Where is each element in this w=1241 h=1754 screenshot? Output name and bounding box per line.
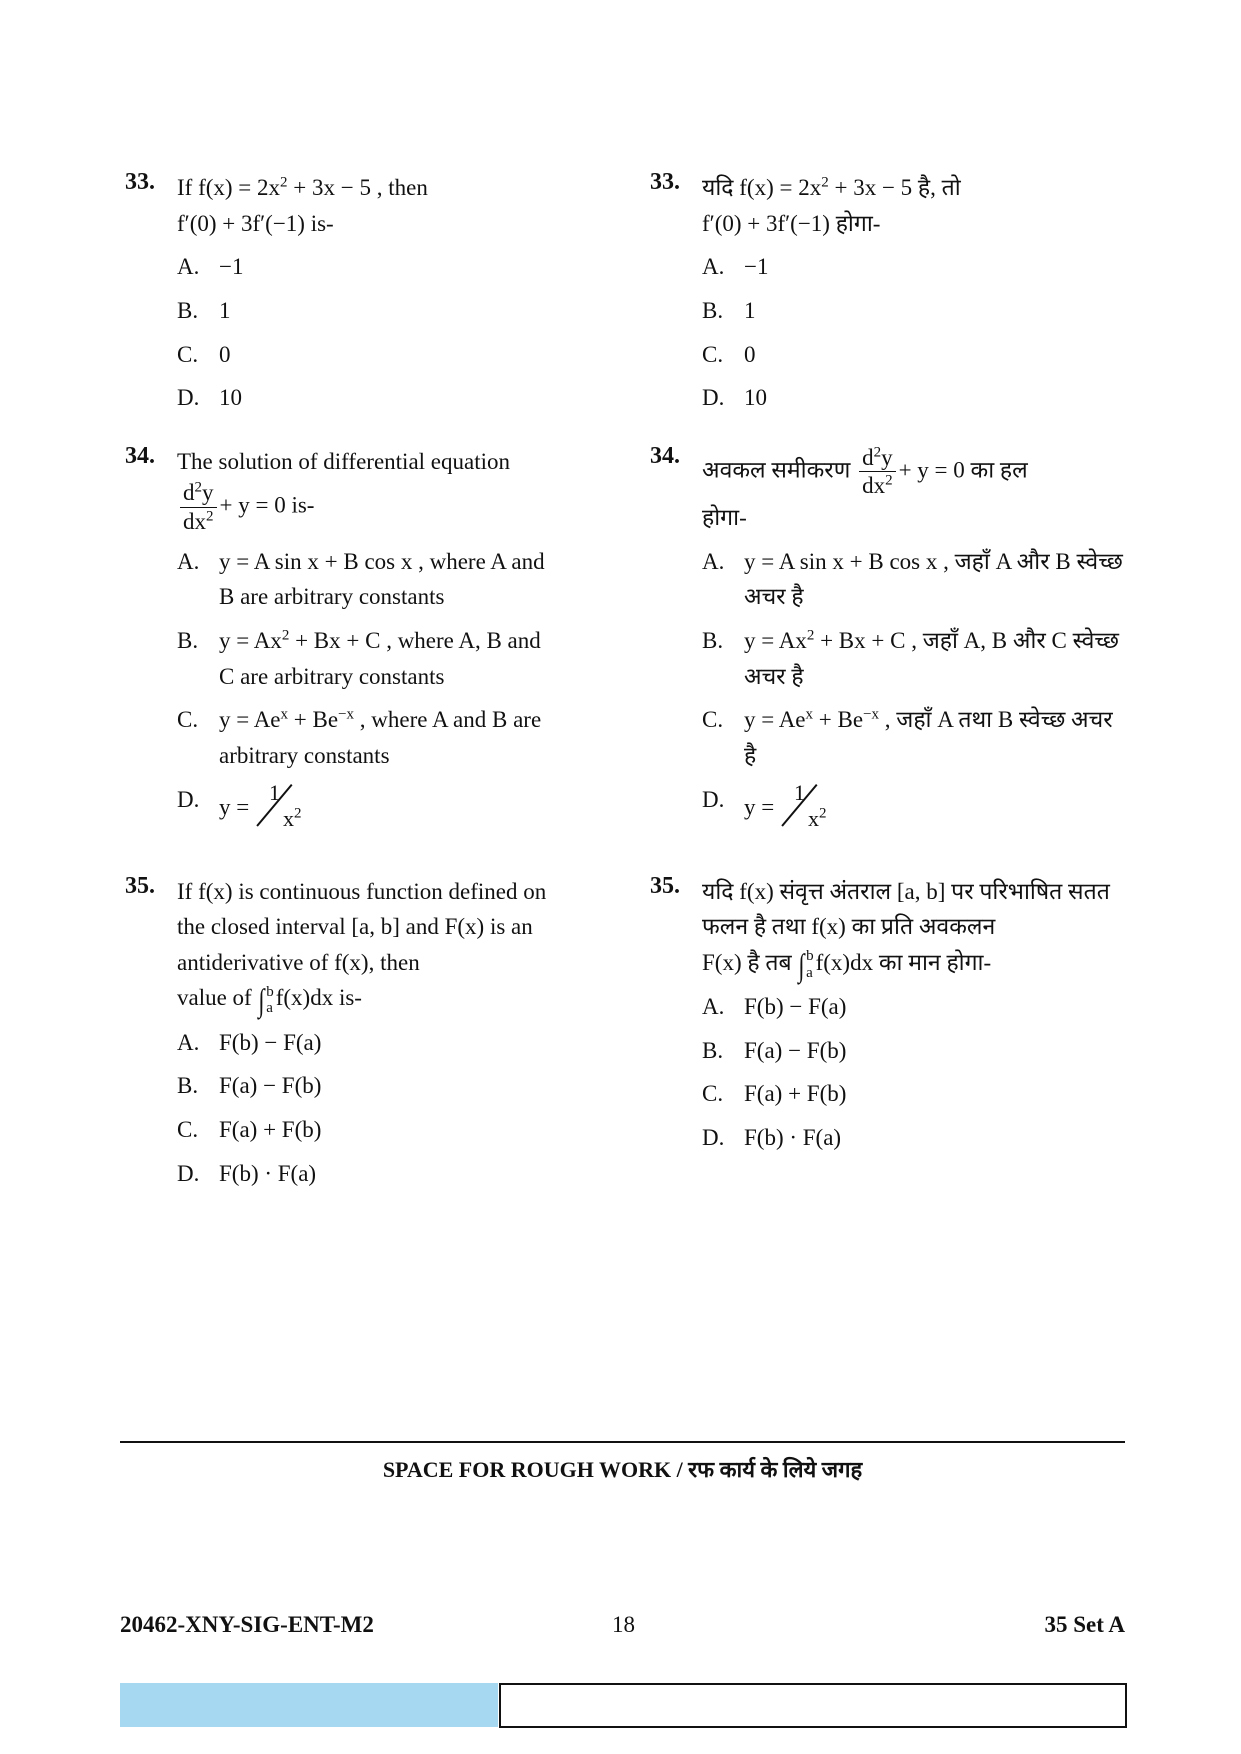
slash-fraction: 1 $x^2$ [780, 782, 834, 836]
question-33-en [125, 170, 555, 416]
option-b[interactable]: B. F(a) − F(b) [177, 1073, 322, 1099]
option-a[interactable]: A. −1 [177, 254, 244, 280]
rough-work-heading: SPACE FOR ROUGH WORK / रफ कार्य के लिये जगह [382, 1457, 863, 1482]
paper-code: 20462-XNY-SIG-ENT-M2 [120, 1612, 374, 1637]
question-stem: The solution of differential equation $\frac{d^2y}{dx^2}$ + y = 0 is- [177, 448, 510, 535]
option-b[interactable]: B. $y = Ax^2 + Bx + C$ , where A, B and C are arbitrary constants [177, 627, 541, 689]
option-c[interactable]: C. $y = Ae^x + Be^{-x}$ , where A and B are arbitrary constants [177, 706, 542, 768]
footer-color-bar [120, 1683, 498, 1727]
option-a[interactable]: A. y = A sin x + B cos x , where A and B are arbitrary constants [177, 548, 545, 610]
integral-sign: ∫ [258, 982, 265, 1019]
question-stem: अवकल समीकरण $\frac{d^2y}{dx^2}$ + y = 0 का हल होगा- [702, 444, 1028, 531]
question-number: 35. [650, 872, 680, 899]
question-number: 33. [650, 169, 680, 195]
question-33-hi [650, 170, 1130, 416]
set-label: 35 Set A [1044, 1612, 1125, 1637]
derivative-fraction: $\frac{d^2y}{dx^2}$ [180, 479, 217, 535]
option-d[interactable]: D. F(b) · F(a) [177, 1160, 317, 1186]
footer-blank-box [499, 1683, 1127, 1728]
option-c[interactable]: C. $y = Ae^x + Be^{-x}$ , जहाँ A तथा B स्वेच्छ अचर है [702, 706, 1113, 768]
question-number: 34. [650, 442, 680, 469]
question-number: 33. [125, 169, 155, 195]
question-35-hi [650, 874, 1130, 1156]
option-d[interactable]: D. F(b) · F(a) [702, 1124, 842, 1150]
question-stem: If $f(x) = 2x^2 + 3x - 5$ , then f′(0) + 3f′(−1) is- [177, 174, 428, 236]
option-d[interactable]: D. 10 [177, 385, 242, 411]
question-stem: If f(x) is continuous function defined on the closed interval [a, b] and F(x) is an antiderivative of f(x), then value of ∫ b a f(x)dx is- [177, 878, 547, 1019]
option-a[interactable]: A. F(b) − F(a) [177, 1029, 322, 1055]
integral-sign: ∫ [798, 946, 805, 983]
question-35-en [125, 874, 555, 1192]
hindi-column [650, 170, 1130, 1164]
english-column [125, 170, 555, 1199]
page-number: 18 [612, 1612, 635, 1637]
option-a[interactable]: A. F(b) − F(a) [702, 994, 847, 1020]
option-d[interactable]: D. 10 [702, 385, 767, 411]
option-c[interactable]: C. F(a) + F(b) [702, 1081, 847, 1107]
option-c[interactable]: C. 0 [177, 341, 231, 367]
question-stem: यदि $f(x) = 2x^2 + 3x - 5$ है, तो f′(0) + 3f′(−1) होगा- [702, 174, 961, 236]
option-b[interactable]: B. F(a) − F(b) [702, 1037, 847, 1063]
option-d[interactable]: D. y = 1 $x^2$ [177, 782, 555, 836]
question-34-en [125, 444, 555, 836]
option-a[interactable]: A. −1 [702, 254, 769, 280]
option-a[interactable]: A. y = A sin x + B cos x , जहाँ A और B स्वेच्छ अचर है [702, 548, 1123, 610]
question-number: 34. [125, 442, 155, 469]
question-number: 35. [125, 872, 155, 899]
option-b[interactable]: B. 1 [177, 297, 231, 323]
option-c[interactable]: C. F(a) + F(b) [177, 1116, 322, 1142]
option-b[interactable]: B. 1 [702, 297, 756, 323]
derivative-fraction: $\frac{d^2y}{dx^2}$ [859, 444, 896, 500]
option-b[interactable]: B. $y = Ax^2 + Bx + C$ , जहाँ A, B और C स्वेच्छ अचर है [702, 627, 1119, 689]
divider-line [120, 1441, 1125, 1443]
option-c[interactable]: C. 0 [702, 341, 756, 367]
slash-fraction: 1 $x^2$ [255, 782, 309, 836]
question-stem: यदि f(x) संवृत्त अंतराल [a, b] पर परिभाषित सतत फलन है तथा f(x) का प्रति अवकलन F(x) है तब ∫ b a f(x)dx का मान होगा- [702, 878, 1110, 983]
option-d[interactable]: D. y = 1 $x^2$ [702, 782, 1130, 836]
question-34-hi [650, 444, 1130, 836]
